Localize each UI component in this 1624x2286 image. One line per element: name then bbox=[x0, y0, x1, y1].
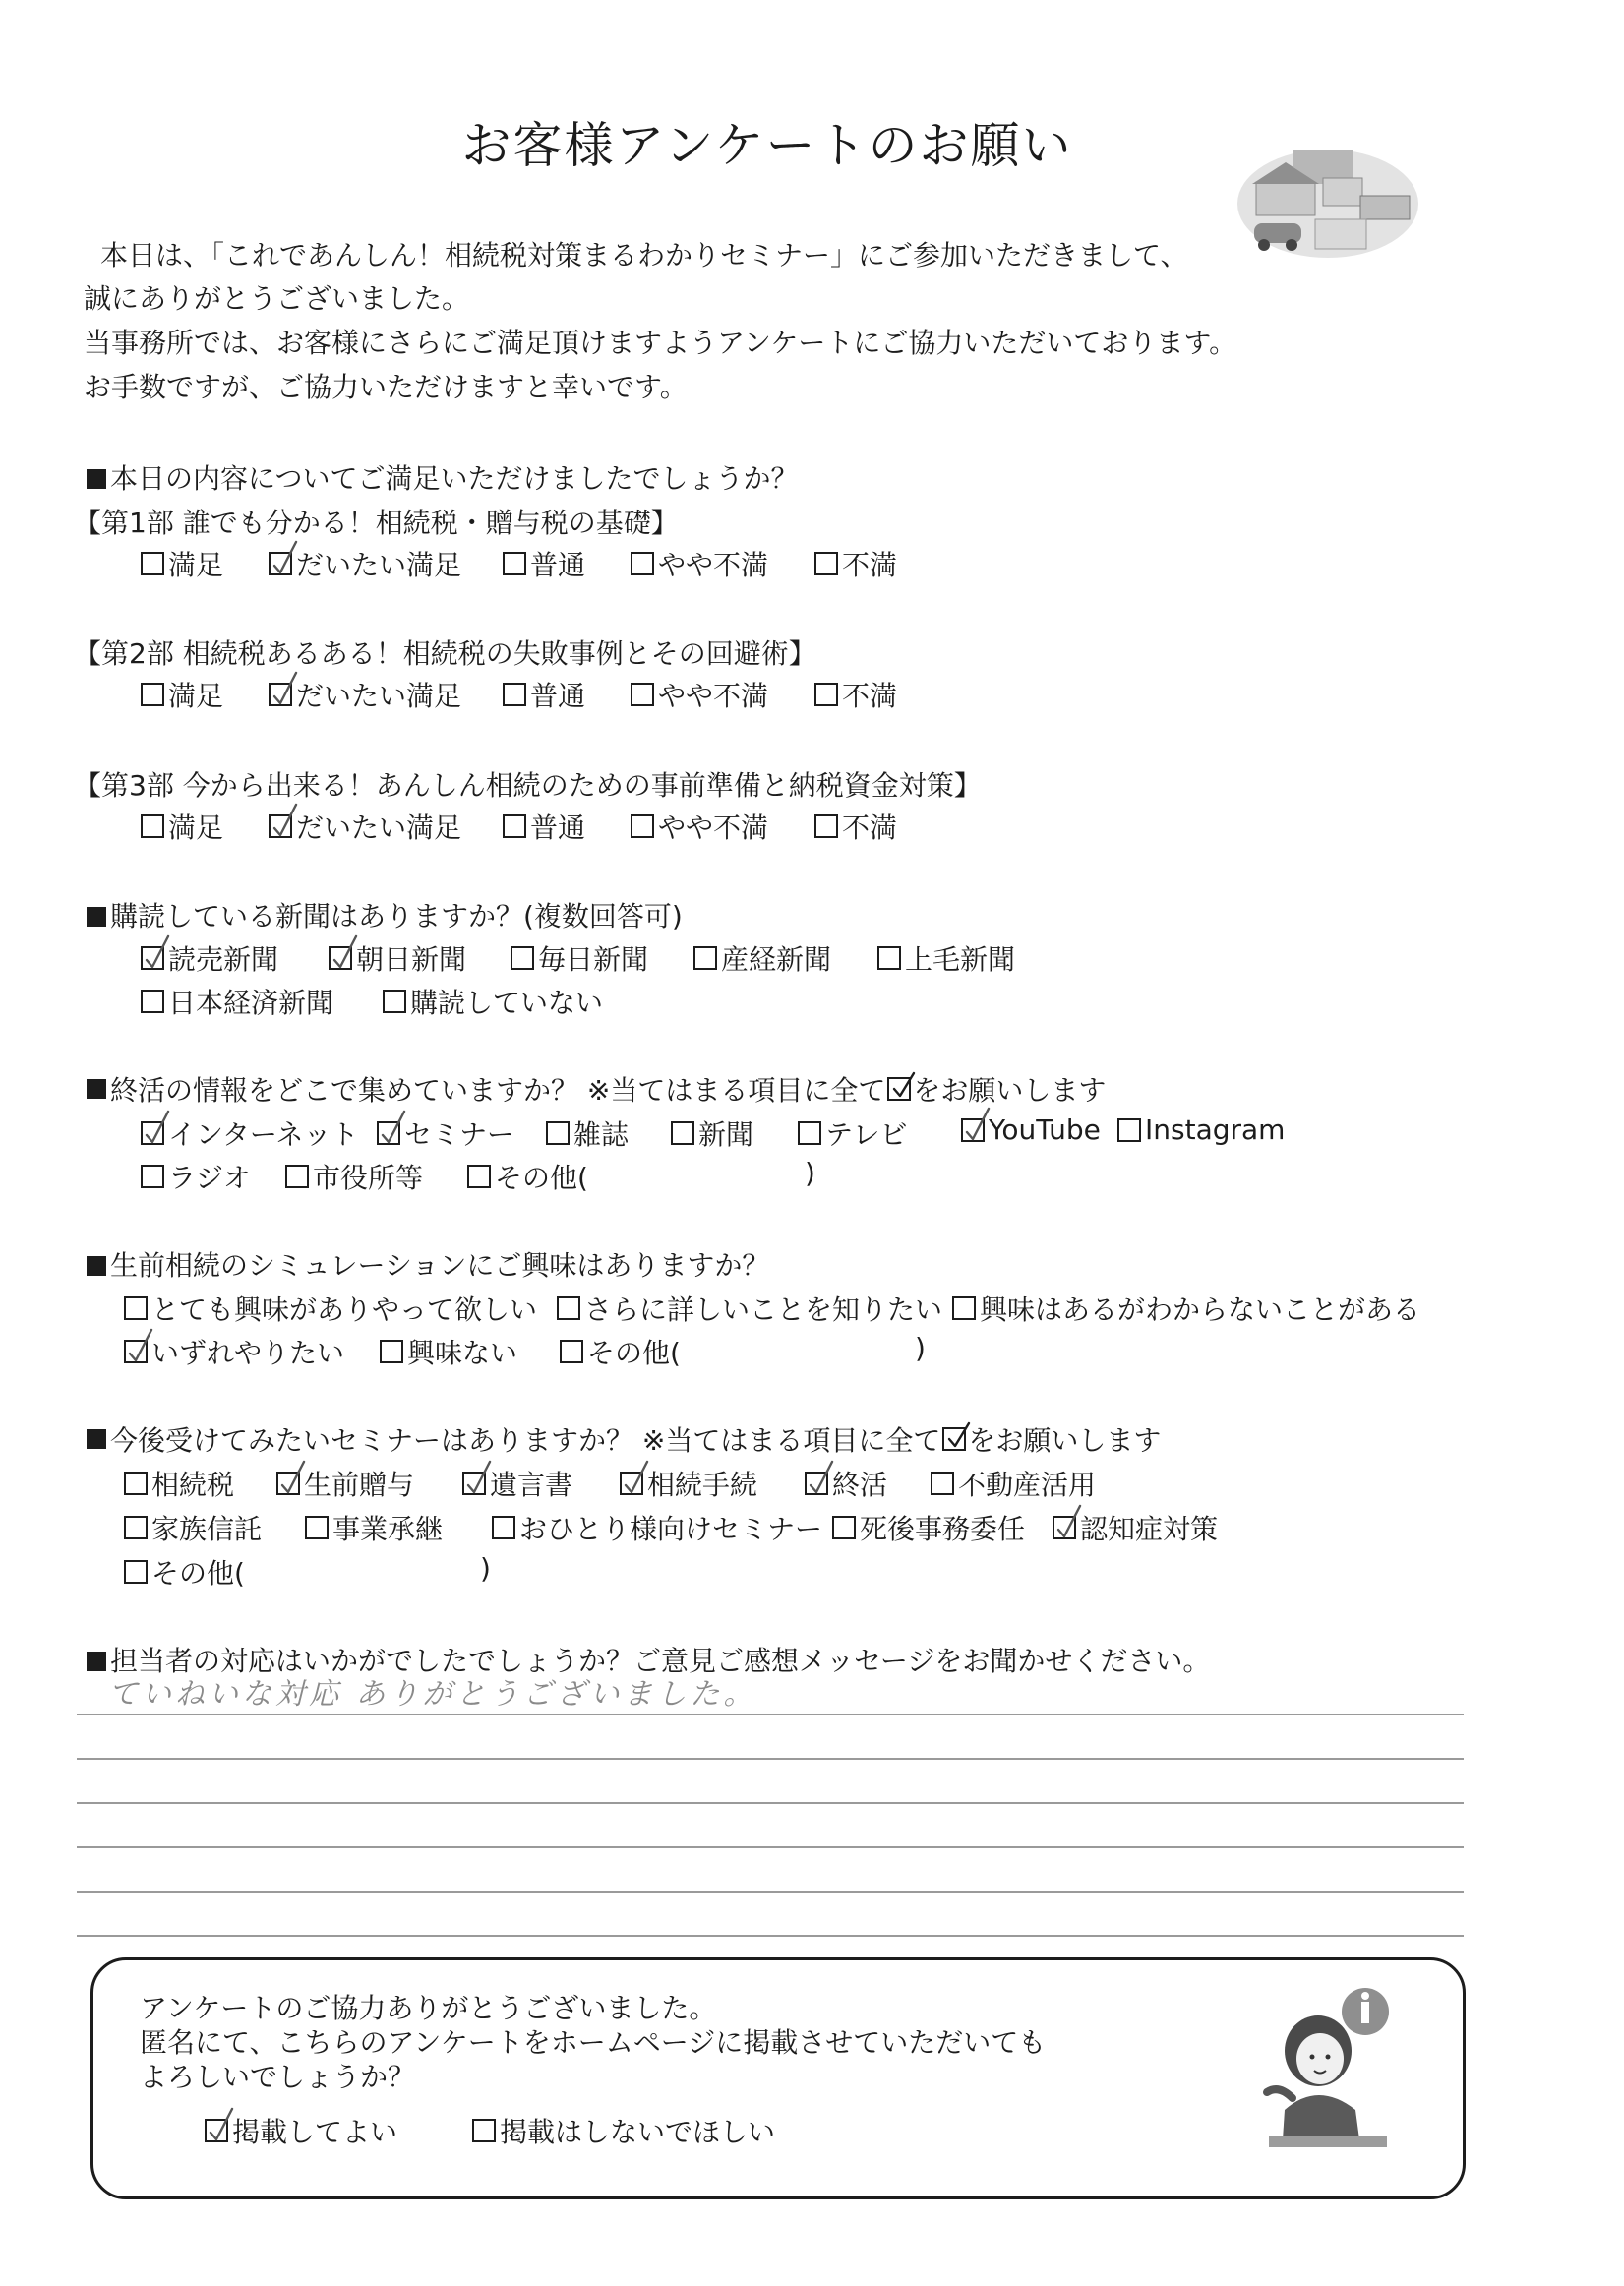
option-label: だいたい満足 bbox=[296, 549, 462, 581]
question-text: 担当者の対応はいかがでしたでしょうか？ご意見ご感想メッセージをお聞かせください。 bbox=[110, 1645, 1211, 1677]
option-checkbox[interactable] bbox=[285, 1157, 423, 1196]
checkmark-icon bbox=[272, 803, 298, 838]
option-label: 購読していない bbox=[410, 987, 604, 1019]
checkbox-icon[interactable] bbox=[472, 2119, 496, 2142]
option-checkbox[interactable] bbox=[305, 1508, 443, 1547]
option-checkbox[interactable] bbox=[798, 1113, 907, 1153]
question-text-b: をお願いします bbox=[968, 1424, 1162, 1457]
option-checkbox[interactable] bbox=[546, 1113, 629, 1153]
option-checkbox[interactable] bbox=[931, 1464, 1096, 1503]
option-checkbox[interactable] bbox=[503, 544, 585, 583]
checkbox-icon[interactable] bbox=[814, 683, 838, 706]
ruled-line bbox=[77, 1714, 1464, 1715]
option-label: テレビ bbox=[825, 1118, 908, 1151]
ruled-line bbox=[77, 1935, 1464, 1937]
checkbox-icon[interactable] bbox=[124, 1472, 148, 1495]
checkmark-icon bbox=[624, 1460, 649, 1495]
option-label: その他( bbox=[587, 1337, 681, 1369]
checkbox-icon[interactable] bbox=[124, 1516, 148, 1539]
option-label: ラジオ bbox=[168, 1162, 252, 1194]
receptionist-illustration bbox=[1249, 1982, 1397, 2149]
square-bullet-icon bbox=[87, 1079, 106, 1099]
option-label: さらに詳しいことを知りたい bbox=[584, 1293, 943, 1326]
option-checkbox[interactable] bbox=[814, 807, 897, 846]
option-label: 普通 bbox=[530, 680, 586, 712]
checkbox-icon[interactable] bbox=[276, 1472, 300, 1495]
checkmark-icon bbox=[280, 1460, 306, 1495]
checkbox-icon[interactable] bbox=[814, 552, 838, 575]
option-checkbox[interactable] bbox=[124, 1289, 537, 1328]
question-text-b: をお願いします bbox=[913, 1074, 1107, 1107]
option-checkbox[interactable] bbox=[511, 938, 648, 978]
intro-line-3: 当事務所では、お客様にさらにご満足頂けますようアンケートにご協力いただいております。 bbox=[84, 327, 1237, 359]
checkmark-icon bbox=[332, 934, 358, 970]
checkmark-icon bbox=[272, 671, 298, 706]
checkmark-icon bbox=[272, 540, 298, 575]
option-label: 新聞 bbox=[698, 1118, 754, 1151]
checkbox-icon[interactable] bbox=[671, 1121, 694, 1145]
checkbox-icon[interactable] bbox=[877, 946, 901, 970]
checkbox-icon[interactable] bbox=[269, 683, 292, 706]
checkbox-icon[interactable] bbox=[631, 814, 654, 838]
option-checkbox[interactable] bbox=[269, 675, 461, 714]
option-checkbox[interactable] bbox=[269, 807, 461, 846]
option-label: 終活 bbox=[832, 1469, 888, 1501]
checkbox-icon[interactable] bbox=[952, 1296, 976, 1320]
checkbox-icon[interactable] bbox=[931, 1472, 954, 1495]
option-label: 掲載はしないでほしい bbox=[500, 2116, 776, 2148]
option-checkbox[interactable] bbox=[671, 1113, 753, 1153]
square-bullet-icon bbox=[87, 907, 106, 927]
checkbox-icon[interactable] bbox=[832, 1516, 856, 1539]
option-checkbox[interactable] bbox=[141, 544, 223, 583]
option-label: とても興味がありやって欲しい bbox=[151, 1293, 538, 1326]
option-checkbox[interactable] bbox=[620, 1464, 757, 1503]
part1-heading: 【第1部 誰でも分かる！相続税・贈与税の基礎】 bbox=[74, 507, 679, 539]
option-label: やや不満 bbox=[658, 812, 769, 844]
checkmark-icon bbox=[965, 1107, 991, 1142]
question-text-a: 今後受けてみたいセミナーはありますか？ ※当てはまる項目に全て bbox=[110, 1424, 941, 1457]
option-checkbox[interactable] bbox=[141, 982, 333, 1021]
option-label: だいたい満足 bbox=[296, 812, 462, 844]
checkmark-icon bbox=[145, 1110, 170, 1145]
option-label: おひとり様向けセミナー bbox=[519, 1513, 823, 1545]
option-checkbox[interactable] bbox=[503, 807, 585, 846]
square-bullet-icon bbox=[87, 1429, 106, 1449]
checkbox-icon[interactable] bbox=[620, 1472, 643, 1495]
part3-heading: 【第3部 今から出来る！あんしん相続のための事前準備と納税資金対策】 bbox=[74, 769, 982, 802]
question-simulation bbox=[87, 1244, 769, 1284]
ruled-line bbox=[77, 1846, 1464, 1848]
checkbox-icon[interactable] bbox=[124, 1560, 148, 1584]
option-label: 認知症対策 bbox=[1080, 1513, 1219, 1545]
checkbox-icon[interactable] bbox=[124, 1340, 148, 1363]
option-checkbox[interactable] bbox=[276, 1464, 414, 1503]
checkmark-example-icon bbox=[942, 1427, 966, 1451]
consent-decline-checkbox[interactable] bbox=[472, 2111, 775, 2150]
option-checkbox[interactable] bbox=[124, 1464, 234, 1503]
ruled-line bbox=[77, 1891, 1464, 1893]
square-bullet-icon bbox=[87, 469, 106, 489]
option-label: 満足 bbox=[168, 812, 224, 844]
option-label: やや不満 bbox=[658, 680, 769, 712]
checkbox-icon[interactable] bbox=[285, 1165, 309, 1188]
option-label: 相続手続 bbox=[647, 1469, 758, 1501]
option-checkbox[interactable] bbox=[141, 1113, 358, 1153]
option-label: 読売新聞 bbox=[168, 943, 279, 976]
question-text-a: 終活の情報をどこで集めていますか？ ※当てはまる項目に全て bbox=[110, 1074, 886, 1107]
intro-line-2: 誠にありがとうございました。 bbox=[84, 282, 470, 315]
option-label: インターネット bbox=[168, 1118, 359, 1151]
checkbox-icon[interactable] bbox=[511, 946, 534, 970]
checkmark-icon bbox=[466, 1460, 492, 1495]
checkbox-icon[interactable] bbox=[305, 1516, 329, 1539]
checkmark-icon bbox=[809, 1460, 834, 1495]
question-info-source bbox=[87, 1069, 1106, 1109]
checkbox-icon[interactable] bbox=[205, 2119, 228, 2142]
intro-line-4: お手数ですが、ご協力いただけますと幸いです。 bbox=[84, 371, 688, 403]
checkbox-icon[interactable] bbox=[1117, 1118, 1141, 1142]
ruled-line bbox=[77, 1758, 1464, 1760]
checkbox-icon[interactable] bbox=[124, 1296, 148, 1320]
checkmark-icon bbox=[209, 2107, 234, 2142]
option-label: 普通 bbox=[530, 549, 586, 581]
other-close-paren: ) bbox=[480, 1552, 491, 1585]
checkbox-icon[interactable] bbox=[1053, 1516, 1076, 1539]
checkbox-icon[interactable] bbox=[269, 552, 292, 575]
question-text: 本日の内容についてご満足いただけましたでしょうか？ bbox=[110, 462, 799, 495]
checkbox-icon[interactable] bbox=[141, 814, 164, 838]
checkbox-icon[interactable] bbox=[141, 946, 164, 970]
option-label: 相続税 bbox=[151, 1469, 235, 1501]
option-label: 遺言書 bbox=[490, 1469, 573, 1501]
option-checkbox[interactable] bbox=[631, 544, 768, 583]
option-label: 日本経済新聞 bbox=[168, 987, 334, 1019]
consent-line-3: よろしいでしょうか？ bbox=[140, 2061, 416, 2093]
option-checkbox[interactable] bbox=[631, 675, 768, 714]
option-label: 家族信託 bbox=[151, 1513, 263, 1545]
option-label: 事業承継 bbox=[332, 1513, 444, 1545]
option-label: だいたい満足 bbox=[296, 680, 462, 712]
handwritten-answer[interactable]: ていねいな対応 ありがとうございました。 bbox=[108, 1677, 757, 1712]
option-label: 市役所等 bbox=[313, 1162, 424, 1194]
option-label: 不動産活用 bbox=[958, 1469, 1097, 1501]
option-checkbox[interactable] bbox=[141, 1157, 251, 1196]
ruled-line bbox=[77, 1802, 1464, 1804]
option-label: 上毛新聞 bbox=[905, 943, 1016, 976]
checkmark-icon bbox=[1056, 1504, 1082, 1539]
option-label: その他( bbox=[151, 1557, 245, 1590]
option-checkbox[interactable] bbox=[492, 1508, 822, 1547]
option-label: 不満 bbox=[842, 549, 898, 581]
checkbox-icon[interactable] bbox=[631, 552, 654, 575]
option-label: 満足 bbox=[168, 680, 224, 712]
checkbox-icon[interactable] bbox=[383, 990, 406, 1013]
checkbox-icon[interactable] bbox=[380, 1340, 403, 1363]
checkmark-icon bbox=[128, 1328, 153, 1363]
other-close-paren: ) bbox=[915, 1332, 926, 1364]
checkbox-icon[interactable] bbox=[693, 946, 717, 970]
checkbox-icon[interactable] bbox=[492, 1516, 515, 1539]
option-checkbox[interactable] bbox=[1117, 1113, 1285, 1146]
question-text: 購読している新聞はありますか？(複数回答可) bbox=[110, 900, 683, 932]
option-label: 満足 bbox=[168, 549, 224, 581]
checkbox-icon[interactable] bbox=[557, 1296, 580, 1320]
part2-heading: 【第2部 相続税あるある！相続税の失敗事例とその回避術】 bbox=[74, 637, 816, 670]
checkbox-icon[interactable] bbox=[377, 1121, 400, 1145]
checkbox-icon[interactable] bbox=[329, 946, 352, 970]
option-label: 不満 bbox=[842, 680, 898, 712]
checkbox-icon[interactable] bbox=[141, 990, 164, 1013]
option-label: やや不満 bbox=[658, 549, 769, 581]
checkbox-icon[interactable] bbox=[798, 1121, 821, 1145]
question-future-seminar bbox=[87, 1419, 1161, 1459]
checkbox-icon[interactable] bbox=[269, 814, 292, 838]
checkmark-icon bbox=[145, 934, 170, 970]
option-checkbox[interactable] bbox=[814, 544, 897, 583]
question-newspaper bbox=[87, 895, 683, 934]
option-label: 朝日新聞 bbox=[356, 943, 467, 976]
option-label: 不満 bbox=[842, 812, 898, 844]
option-checkbox[interactable] bbox=[377, 1113, 514, 1153]
checkbox-icon[interactable] bbox=[560, 1340, 583, 1363]
option-checkbox[interactable] bbox=[141, 938, 278, 978]
checkbox-icon[interactable] bbox=[503, 814, 526, 838]
option-checkbox[interactable] bbox=[961, 1113, 1101, 1146]
option-checkbox[interactable] bbox=[124, 1508, 262, 1547]
option-checkbox[interactable] bbox=[269, 544, 461, 583]
option-checkbox-other[interactable] bbox=[560, 1332, 681, 1371]
option-label: 毎日新聞 bbox=[538, 943, 649, 976]
option-label: YouTube bbox=[989, 1113, 1101, 1146]
option-label: 生前贈与 bbox=[304, 1469, 415, 1501]
checkbox-icon[interactable] bbox=[546, 1121, 570, 1145]
checkmark-example-icon bbox=[887, 1077, 911, 1101]
other-close-paren: ) bbox=[805, 1157, 815, 1189]
checkbox-icon[interactable] bbox=[631, 683, 654, 706]
option-checkbox[interactable] bbox=[329, 938, 466, 978]
checkmark-icon bbox=[946, 1415, 972, 1451]
option-label: セミナー bbox=[404, 1118, 515, 1151]
option-checkbox-other[interactable] bbox=[467, 1157, 588, 1196]
option-label: 死後事務委任 bbox=[860, 1513, 1026, 1545]
checkbox-icon[interactable] bbox=[141, 683, 164, 706]
checkbox-icon[interactable] bbox=[141, 552, 164, 575]
option-label: 雑誌 bbox=[573, 1118, 630, 1151]
option-checkbox[interactable] bbox=[952, 1289, 1420, 1328]
square-bullet-icon bbox=[87, 1652, 106, 1671]
consent-line-1: アンケートのご協力ありがとうございました。 bbox=[140, 1992, 717, 2024]
square-bullet-icon bbox=[87, 1256, 106, 1276]
option-checkbox[interactable] bbox=[124, 1332, 344, 1371]
option-checkbox[interactable] bbox=[693, 938, 831, 978]
checkbox-icon[interactable] bbox=[141, 1121, 164, 1145]
checkbox-icon[interactable] bbox=[467, 1165, 491, 1188]
option-label: いずれやりたい bbox=[151, 1337, 345, 1369]
question-text: 生前相続のシミュレーションにご興味はありますか？ bbox=[110, 1249, 770, 1282]
consent-line-2: 匿名にて、こちらのアンケートをホームページに掲載させていただいても bbox=[140, 2026, 1047, 2059]
checkbox-icon[interactable] bbox=[141, 1165, 164, 1188]
option-checkbox[interactable] bbox=[877, 938, 1015, 978]
option-checkbox[interactable] bbox=[383, 982, 603, 1021]
option-checkbox[interactable] bbox=[1053, 1508, 1218, 1547]
option-checkbox[interactable] bbox=[380, 1332, 517, 1371]
checkbox-icon[interactable] bbox=[814, 814, 838, 838]
assets-illustration bbox=[1234, 143, 1421, 261]
question-satisfaction bbox=[87, 457, 798, 497]
checkmark-icon bbox=[891, 1065, 917, 1101]
checkbox-icon[interactable] bbox=[805, 1472, 828, 1495]
page-title: お客様アンケートのお願い bbox=[461, 117, 1073, 174]
option-checkbox[interactable] bbox=[503, 675, 585, 714]
checkbox-icon[interactable] bbox=[503, 683, 526, 706]
option-checkbox[interactable] bbox=[462, 1464, 572, 1503]
option-checkbox[interactable] bbox=[805, 1464, 887, 1503]
option-label: 掲載してよい bbox=[232, 2116, 398, 2148]
option-checkbox[interactable] bbox=[557, 1289, 942, 1328]
intro-line-1: 本日は、「これであんしん！相続税対策まるわかりセミナー」にご参加いただきまして、 bbox=[100, 239, 1188, 271]
checkmark-icon bbox=[381, 1110, 406, 1145]
option-checkbox[interactable] bbox=[814, 675, 897, 714]
option-checkbox[interactable] bbox=[631, 807, 768, 846]
option-checkbox[interactable] bbox=[141, 807, 223, 846]
option-label: 興味ない bbox=[407, 1337, 518, 1369]
checkbox-icon[interactable] bbox=[961, 1118, 985, 1142]
option-label: 普通 bbox=[530, 812, 586, 844]
option-label: Instagram bbox=[1145, 1113, 1286, 1146]
checkbox-icon[interactable] bbox=[462, 1472, 486, 1495]
consent-agree-checkbox[interactable] bbox=[205, 2111, 397, 2150]
option-label: その他( bbox=[495, 1162, 588, 1194]
option-label: 興味はあるがわからないことがある bbox=[980, 1293, 1421, 1326]
option-checkbox-other[interactable] bbox=[124, 1552, 245, 1592]
option-checkbox[interactable] bbox=[832, 1508, 1025, 1547]
checkbox-icon[interactable] bbox=[503, 552, 526, 575]
option-checkbox[interactable] bbox=[141, 675, 223, 714]
option-label: 産経新聞 bbox=[721, 943, 832, 976]
